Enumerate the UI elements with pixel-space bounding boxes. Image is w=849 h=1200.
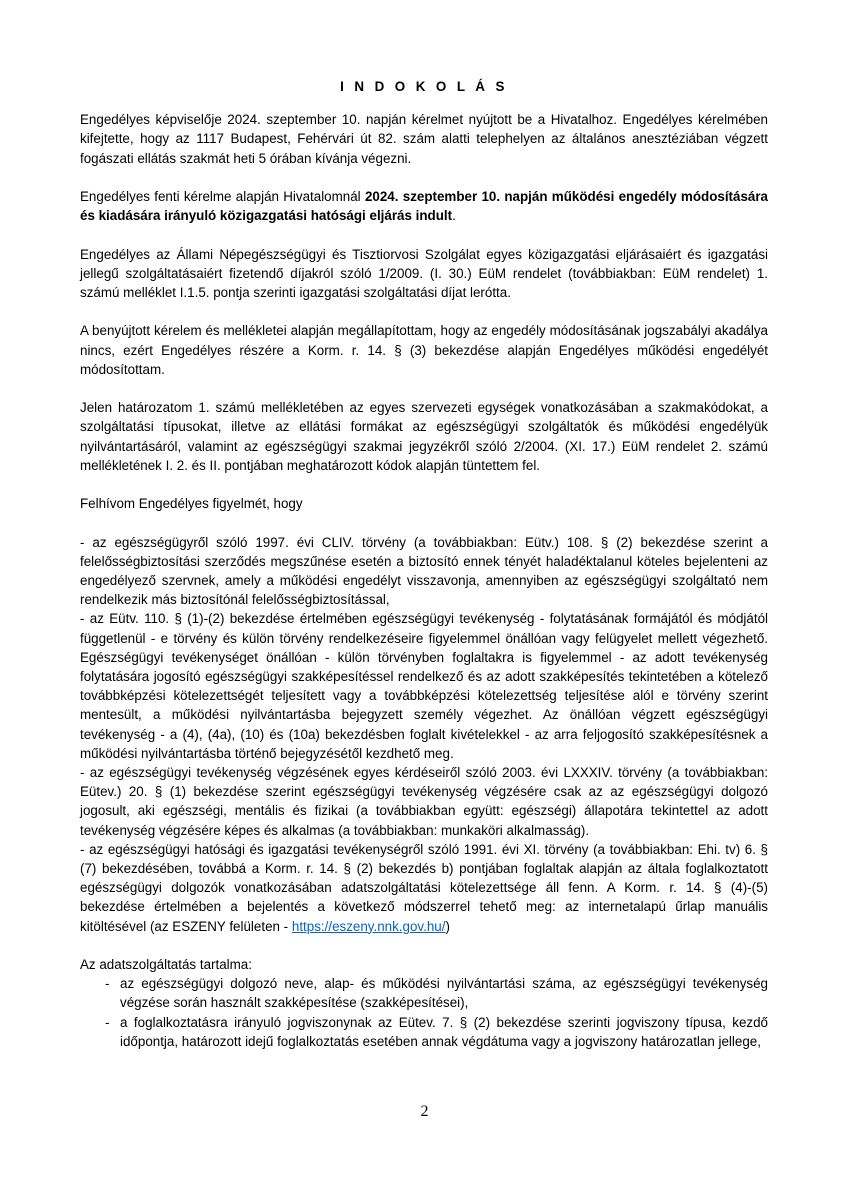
paragraph-fitness: - az egészségügyi tevékenység végzésének egyes kérdéseiről szóló 2003. évi LXXXIV. törvény (a továbbiakban: Eütev.) 20. § (1) bekezdése szerint egészségügyi tevékenység végzésére csak az az egészségügyi dolgozó jogosult, aki egészségi, mentális és fizikai (a továbbiakban együtt: egészségi) állapotára tekintettel az adott tevékenység végzésére képes és alkalmas (a továbbiakban: munkaköri alkalmasság). [80,765,768,838]
paragraph-data-reporting [80,840,768,936]
data-reporting-text-end: ) [445,918,450,934]
procedure-text-lead: Engedélyes fenti kérelme alapján Hivatalomnál [80,189,365,204]
list-item [80,974,768,1012]
eszeny-link[interactable]: https://eszeny.nnk.gov.hu/ [291,918,446,934]
list-item [80,1013,768,1051]
paragraph-procedure-start [80,187,768,225]
list-marker: - [105,976,110,992]
procedure-text-end: . [452,208,456,224]
paragraph-decision: A benyújtott kérelem és mellékletei alapján megállapítottam, hogy az engedély módosításának jogszabályi akadálya nincs, ezért Engedélyes részére a Korm. r. 14. § (3) bekezdése alapján Engedélyes működési engedélyét módosítottam. [80,323,768,377]
page-number: 2 [420,1103,429,1120]
document-title: I N D O K O L Á S [340,79,508,94]
list-item-text: az egészségügyi dolgozó neve, alap- és működési nyilvántartási száma, az egészségügyi tevékenység végzése során használt szakképesítése (szakképesítései), [120,976,768,1011]
paragraph-fee: Engedélyes az Állami Népegészségügyi és Tisztiorvosi Szolgálat egyes közigazgatási eljárásaiért és igazgatási jellegű szolgáltatásaiért fizetendő díjakról szóló 1/2009. (I. 30.) EüM rendelet (továbbiakban: EüM rendelet) 1. számú melléklet I.1.5. pontja szerinti igazgatási szolgáltatási díjat lerótta. [80,246,768,300]
paragraph-liability-insurance: - az egészségügyről szóló 1997. évi CLIV. törvény (a továbbiakban: Eütv.) 108. § (2) bekezdése szerint a felelősségbiztosítási szerződés megszűnése esetén a biztosító ennek tényét haladéktalanul köteles bejelenteni az engedélyező szervnek, amely a működési engedélyt visszavonja, amennyiben az egészségügyi szolgáltató nem rendelkezik más biztosítónál felelősségbiztosítással, [80,534,768,608]
data-content-list [80,974,768,1051]
paragraph-notice-intro: Felhívom Engedélyes figyelmét, hogy [80,496,303,512]
paragraph-application: Engedélyes képviselője 2024. szeptember 10. napján kérelmet nyújtott be a Hivatalhoz. Engedélyes kérelmében kifejtette, hogy az 1117 Budapest, Fehérvári út 82. szám alatti telephelyen az általános anesztéziában végzett fogászati ellátás szakmát heti 5 órában kívánja végezni. [80,112,768,166]
list-intro: Az adatszolgáltatás tartalma: [80,957,252,973]
document-page [80,77,768,1051]
paragraph-independent-activity: - az Eütv. 110. § (1)-(2) bekezdése értelmében egészségügyi tevékenység - folytatásának formájától és módjától függetlenül - e törvény és külön törvény rendelkezéseire figyelemmel önállóan vagy felügyelet mellett végezhető. Egészségügyi tevékenységet önállóan - külön törvényben foglaltakra is figyelemmel - az adott tevékenység folytatására jogosító egészségügyi szakképesítéssel rendelkező és az adott szakképesítés tekintetében a kötelező továbbképzési kötelezettségét teljesített vagy a továbbképzési kötelezettség teljesítése alól e törvény szerint mentesült, a működési nyilvántartásba bejegyzett személy végezhet. Az önállóan végzett egészségügyi tevékenység - a (4), (4a), (10) és (10a) bekezdésben foglalt kivételekkel - az arra feljogosító szakképesítésnek a működési nyilvántartásba történő bejegyzésétől kezdhető meg. [80,611,768,761]
data-reporting-text: - az egészségügyi hatósági és igazgatási tevékenységről szóló 1991. évi XI. törvény (a továbbiakban: Ehi. tv) 6. § (7) bekezdésében, továbbá a Korm. r. 14. § (2) bekezdés b) pontjában foglaltak alapján az általa foglalkoztatott egészségügyi dolgozók vonatkozásában adatszolgáltatási kötelezettsége áll fenn. A Korm. r. 14. § (4)-(5) bekezdése értelmében a bejelentés a következő módszerrel tehető meg: az internetalapú űrlap manuális kitöltésével (az ESZENY felületen - [80,841,768,934]
procedure-text-bold: 2024. szeptember 10. napján működési engedély módosítására és kiadására irányuló közigazgatási hatósági eljárás indult [80,189,769,224]
paragraph-annex-codes: Jelen határozatom 1. számú mellékletében az egyes szervezeti egységek vonatkozásában a szakmakódokat, a szolgáltatási típusokat, illetve az ellátási formákat az egészségügyi szolgáltatók és működési engedélyük nyilvántartásáról, valamint az egészségügyi szakmai jegyzékről szóló 2/2004. (XI. 17.) EüM rendelet 2. számú mellékletének I. 2. és II. pontjában meghatározott kódok alapján tüntettem fel. [80,400,768,473]
list-marker: - [105,1014,110,1030]
list-item-text: a foglalkoztatásra irányuló jogviszonynak az Eütev. 7. § (2) bekezdése szerinti jogviszony típusa, kezdő időpontja, határozott idejű foglalkoztatás esetében annak végdátuma vagy a jogviszony határozatlan jellege, [120,1014,768,1049]
